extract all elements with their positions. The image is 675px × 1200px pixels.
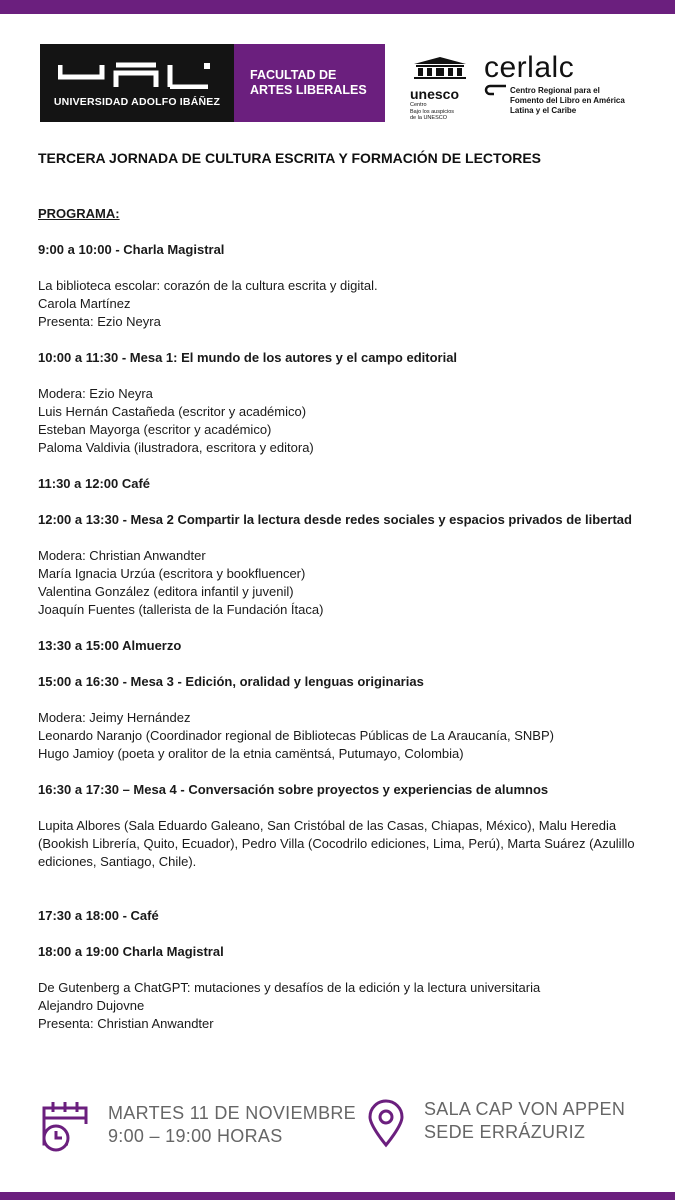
cerlalc-desc-1: Centro Regional para el [510, 86, 600, 95]
program-slot [38, 637, 638, 655]
venue-line-1: SALA CAP VON APPEN [424, 1099, 626, 1119]
program-slot [38, 475, 638, 493]
slot-detail-line: Joaquín Fuentes (tallerista de la Fundación Ítaca) [38, 602, 324, 617]
venue-line-2: SEDE ERRÁZURIZ [424, 1122, 586, 1142]
slot-detail-line: María Ignacia Urzúa (escritora y bookfluencer) [38, 566, 306, 581]
cerlalc-arrow-icon [484, 82, 508, 96]
slot-detail-line: Presenta: Christian Anwandter [38, 1016, 214, 1031]
unesco-name: unesco [410, 86, 460, 102]
slot-detail-line: Modera: Ezio Neyra [38, 386, 153, 401]
program-slot [38, 781, 638, 871]
faculty-line-2: ARTES LIBERALES [250, 83, 367, 97]
event-date-line: MARTES 11 DE NOVIEMBRE [108, 1103, 356, 1123]
program-slot [38, 349, 638, 457]
unesco-logo [410, 57, 474, 122]
event-date [108, 1102, 356, 1148]
calendar-clock-icon [38, 1098, 94, 1154]
uai-logo-block [40, 44, 234, 122]
slot-detail-line: Esteban Mayorga (escritor y académico) [38, 422, 272, 437]
slot-title: 13:30 a 15:00 Almuerzo [38, 638, 182, 653]
unesco-sub-1: Centro [410, 102, 427, 108]
slot-details [38, 385, 638, 457]
slot-title: 16:30 a 17:30 – Mesa 4 - Conversación sobre proyectos y experiencias de alumnos [38, 782, 549, 797]
unesco-sub-2: Bajo los auspicios [410, 108, 455, 115]
slot-title: 11:30 a 12:00 Café [38, 476, 151, 491]
slot-details [38, 817, 638, 871]
slot-detail-line: Valentina González (editora infantil y juvenil) [38, 584, 294, 599]
slot-detail-line: Presenta: Ezio Neyra [38, 314, 161, 329]
slot-title: 17:30 a 18:00 - Café [38, 908, 159, 923]
slot-title: 18:00 a 19:00 Charla Magistral [38, 944, 224, 959]
unesco-sub-3: de la UNESCO [410, 115, 447, 121]
slot-title: 9:00 a 10:00 - Charla Magistral [38, 242, 225, 257]
program-slot [38, 511, 638, 619]
slot-title: 15:00 a 16:30 - Mesa 3 - Edición, oralidad y lenguas originarias [38, 674, 424, 689]
slot-detail-line: De Gutenberg a ChatGPT: mutaciones y desafíos de la edición y la lectura universitaria [38, 980, 541, 995]
uai-banner [40, 44, 385, 122]
slot-detail-line: Carola Martínez [38, 296, 131, 311]
slot-detail-line: Leonardo Naranjo (Coordinador regional de Bibliotecas Públicas de La Araucanía, SNBP) [38, 728, 554, 743]
program-slot [38, 943, 638, 1033]
uai-logo-icon [58, 61, 216, 89]
slot-title: 12:00 a 13:30 - Mesa 2 Compartir la lectura desde redes sociales y espacios privados de libertad [38, 512, 632, 527]
slot-title: 10:00 a 11:30 - Mesa 1: El mundo de los autores y el campo editorial [38, 350, 458, 365]
cerlalc-desc-2: Fomento del Libro en América [510, 96, 625, 105]
slot-detail-line: Luis Hernán Castañeda (escritor y académico) [38, 404, 307, 419]
slot-detail-line: La biblioteca escolar: corazón de la cultura escrita y digital. [38, 278, 378, 293]
program-slot [38, 241, 638, 331]
program-slot [38, 673, 638, 763]
cerlalc-desc-3: Latina y el Caribe [510, 106, 577, 115]
cerlalc-logo [484, 51, 625, 115]
uai-name: UNIVERSIDAD ADOLFO IBÁÑEZ [53, 96, 221, 108]
slot-detail-line: Paloma Valdivia (ilustradora, escritora y editora) [38, 440, 314, 455]
slot-details [38, 547, 638, 619]
event-footer [0, 1090, 675, 1160]
program [38, 205, 638, 1051]
slot-detail-line: Modera: Christian Anwandter [38, 548, 206, 563]
cerlalc-description [510, 86, 650, 116]
top-accent-bar [0, 0, 675, 14]
slot-detail-line: Hugo Jamioy (poeta y oralitor de la etnia camëntsá, Putumayo, Colombia) [38, 746, 464, 761]
program-label: PROGRAMA: [38, 206, 120, 221]
program-slots [38, 241, 638, 1033]
slot-detail-line: Alejandro Dujovne [38, 998, 145, 1013]
event-hours-line: 9:00 – 19:00 HORAS [108, 1126, 283, 1146]
slot-detail-line: Modera: Jeimy Hernández [38, 710, 191, 725]
event-venue [424, 1098, 625, 1144]
bottom-accent-bar [0, 1192, 675, 1200]
faculty-block [234, 44, 385, 122]
slot-details [38, 709, 638, 763]
cerlalc-name: cerlalc [484, 51, 575, 84]
slot-details [38, 277, 638, 331]
faculty-line-1: FACULTAD DE [250, 68, 337, 82]
program-slot [38, 907, 638, 925]
location-pin-icon [366, 1098, 406, 1148]
unesco-temple-icon [410, 57, 470, 79]
page-title: TERCERA JORNADA DE CULTURA ESCRITA Y FORMACIÓN DE LECTORES [38, 150, 541, 166]
slot-details [38, 979, 638, 1033]
slot-detail-line: Lupita Albores (Sala Eduardo Galeano, San Cristóbal de las Casas, Chiapas, México), Malu Heredia (Bookish Librería, Quito, Ecuador), Pedro Villa (Cocodrilo ediciones, Lima, Perú), Marta Suárez (Azulillo ediciones, Santiago, Chile). [38, 818, 635, 869]
